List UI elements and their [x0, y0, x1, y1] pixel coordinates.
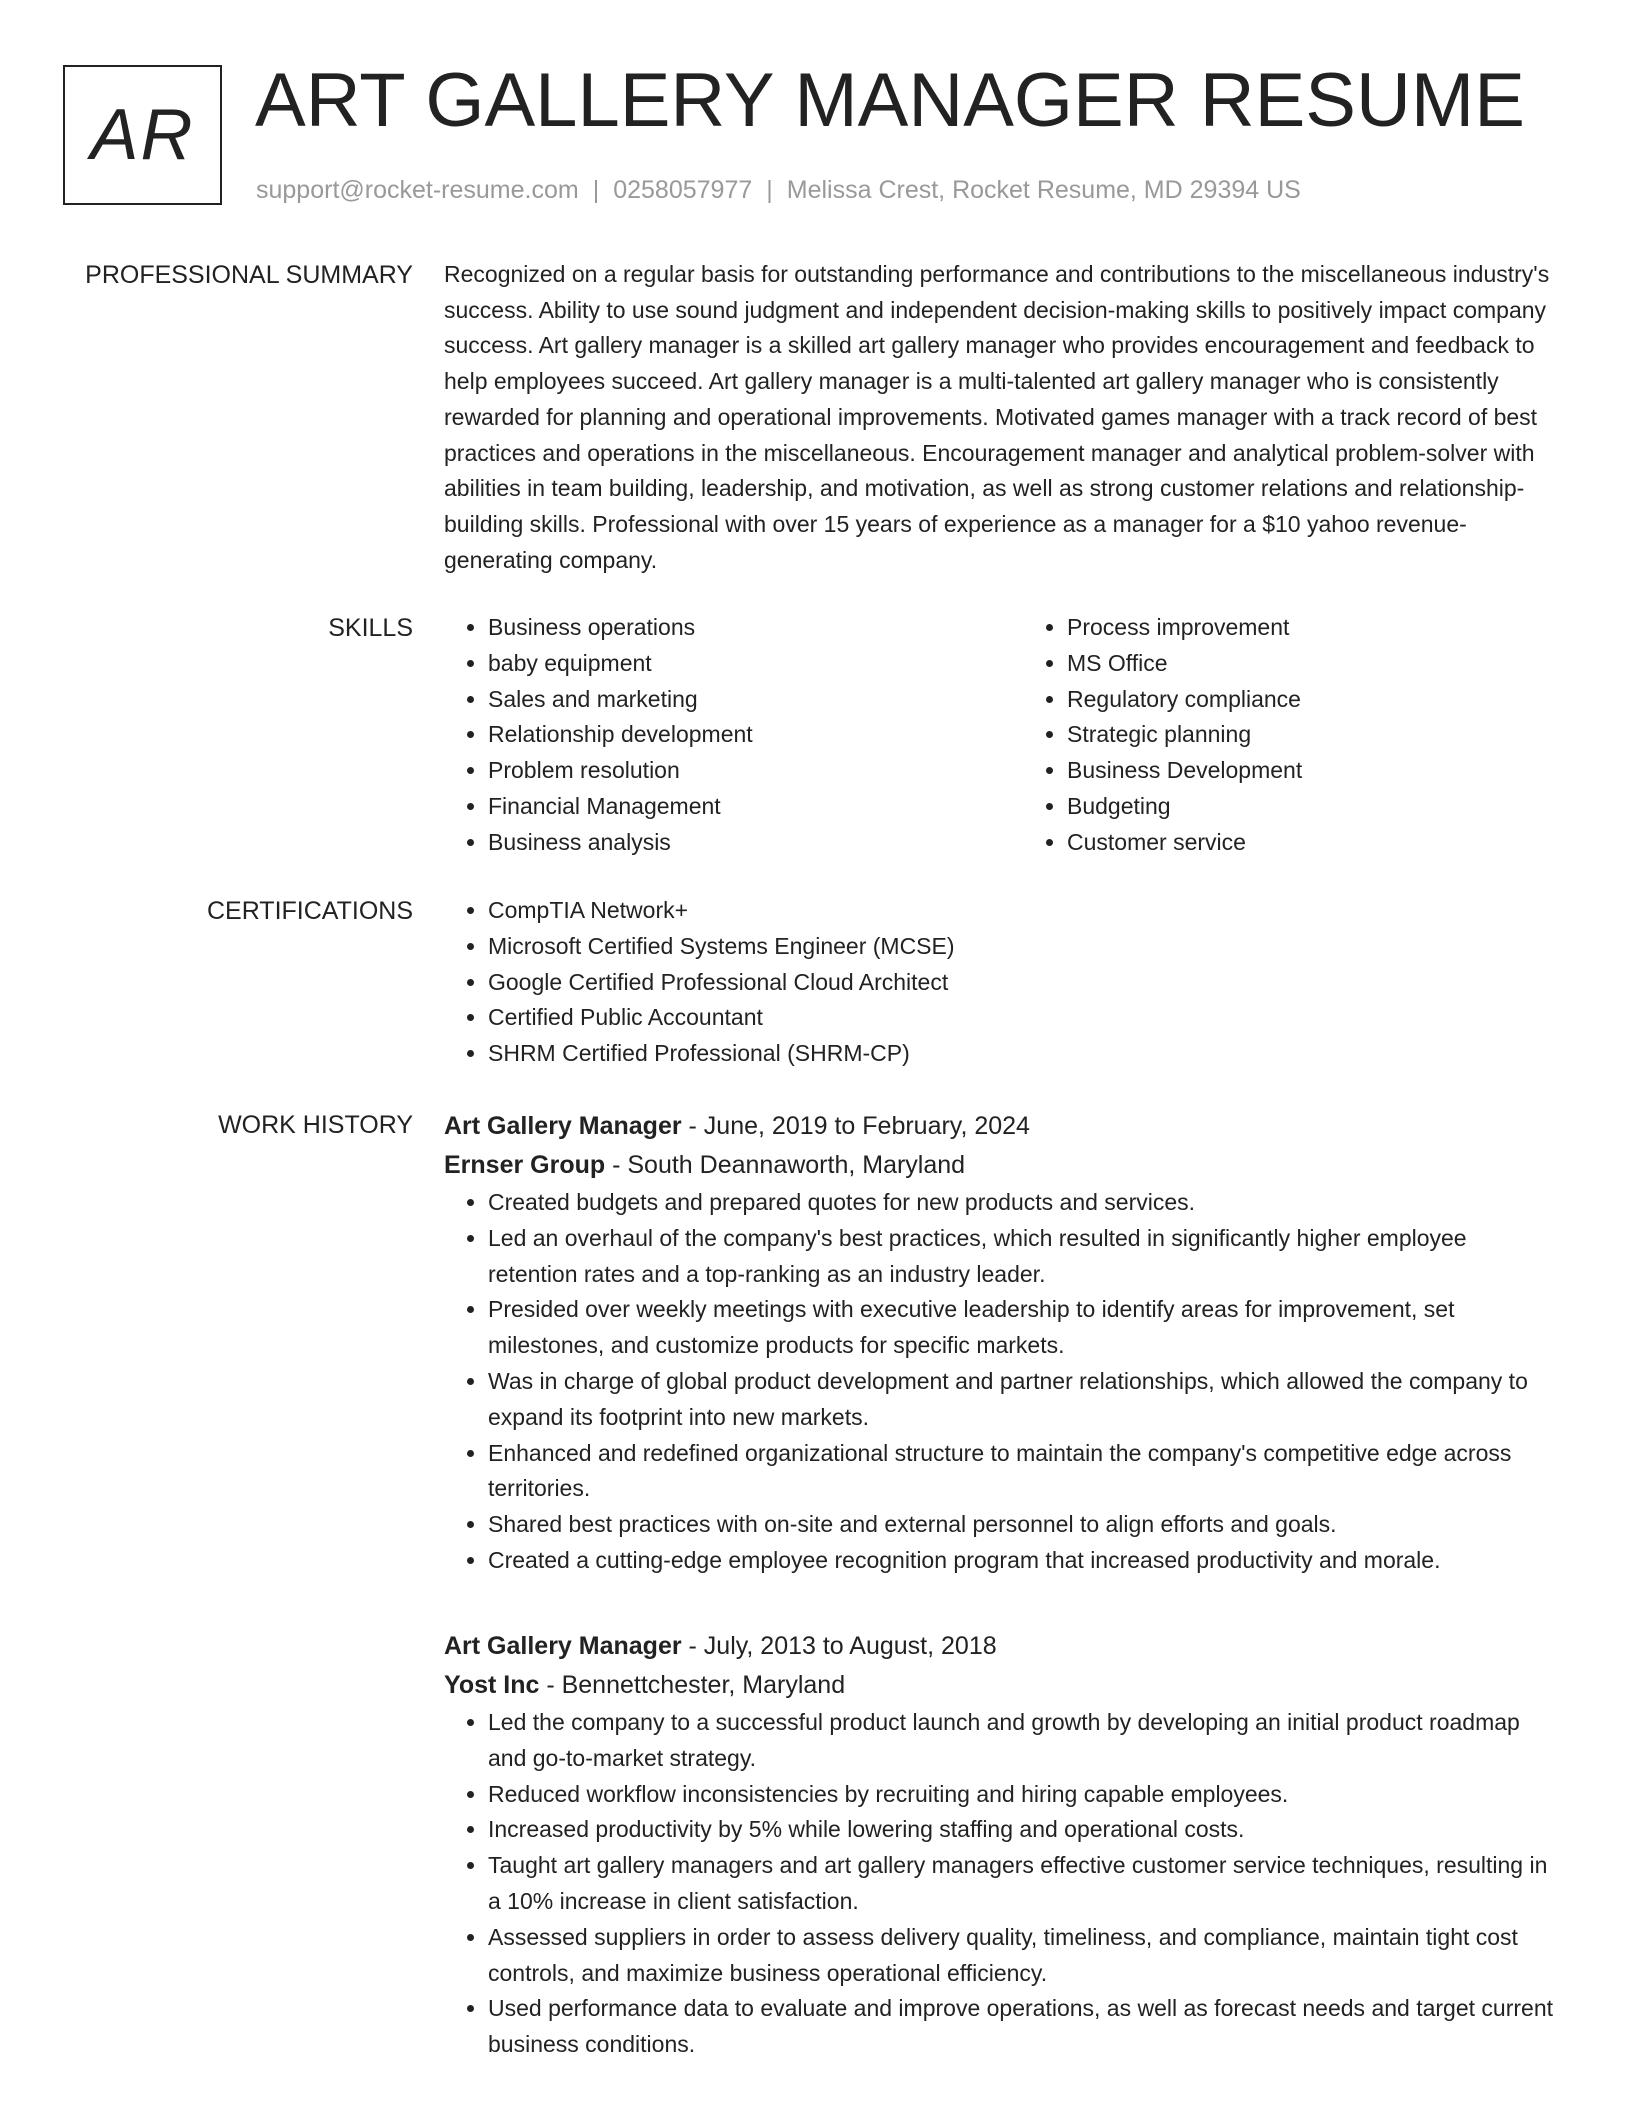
resume-title: ART GALLERY MANAGER RESUME [255, 58, 1525, 143]
skill-item: • Relationship development [488, 717, 980, 753]
job-duty: • Shared best practices with on-site and external personnel to align efforts and goals. [488, 1507, 1559, 1543]
certification-item: • SHRM Certified Professional (SHRM-CP) [488, 1036, 1559, 1072]
skill-item: • Financial Management [488, 789, 980, 825]
certifications-body [444, 893, 1559, 1072]
job-title: Art Gallery Manager [444, 1632, 682, 1660]
job-title-line [444, 1627, 1559, 1666]
skill-item: • Strategic planning [1067, 717, 1559, 753]
skill-item: • Customer service [1067, 825, 1559, 861]
job-location: - Bennettchester, Maryland [539, 1671, 846, 1699]
job-duty: • Created a cutting-edge employee recognition program that increased productivity and morale. [488, 1543, 1559, 1579]
job-duty: • Led an overhaul of the company's best practices, which resulted in significantly higher employee retention rates and a top-ranking as an industry leader. [488, 1221, 1559, 1293]
job-dates: - July, 2013 to August, 2018 [681, 1632, 997, 1660]
contact-separator: | [592, 176, 600, 204]
summary-text: Recognized on a regular basis for outstanding performance and contributions to the miscellaneous industry's success. Ability to use sound judgment and independent decision-making skills to positively impact company success. Art gallery manager is a skilled art gallery manager who provides encouragement and feedback to help employees succeed. Art gallery manager is a multi-talented art gallery manager who is consistently rewarded for planning and operational improvements. Motivated games manager with a track record of best practices and operations in the miscellaneous. Encouragement manager and analytical problem-solver with abilities in team building, leadership, and motivation, as well as strong customer relations and relationship-building skills. Professional with over 15 years of experience as a manager for a $10 yahoo revenue-generating company. [444, 261, 1550, 573]
job-dates: - June, 2019 to February, 2024 [681, 1112, 1030, 1140]
summary-heading: PROFESSIONAL SUMMARY [85, 261, 413, 289]
skills-heading: SKILLS [328, 614, 413, 642]
skills-list-right [1023, 610, 1559, 861]
job-duty: • Created budgets and prepared quotes for new products and services. [488, 1185, 1559, 1221]
job-duty: • Led the company to a successful product launch and growth by developing an initial product roadmap and go-to-market strategy. [488, 1705, 1559, 1777]
job-duties-list [444, 1705, 1559, 2063]
contact-line [256, 173, 1301, 207]
summary-body [444, 257, 1559, 578]
skill-item: • baby equipment [488, 646, 980, 682]
job-title-line [444, 1107, 1559, 1146]
job-company-line [444, 1666, 1559, 1705]
job-location: - South Deannaworth, Maryland [605, 1151, 966, 1179]
certifications-list [444, 893, 1559, 1072]
job-duty: • Increased productivity by 5% while lowering staffing and operational costs. [488, 1812, 1559, 1848]
skill-item: • Business operations [488, 610, 980, 646]
skills-columns [444, 610, 1559, 861]
skill-item: • Sales and marketing [488, 682, 980, 718]
contact-separator: | [766, 176, 773, 204]
contact-phone[interactable]: 0258057977 [613, 176, 753, 204]
job-entry [444, 1107, 1559, 1579]
skills-list-left [444, 610, 980, 861]
job-duties-list [444, 1185, 1559, 1579]
monogram-badge [63, 65, 222, 205]
job-duty: • Was in charge of global product development and partner relationships, which allowed the company to expand its footprint into new markets. [488, 1364, 1559, 1436]
job-duty: • Taught art gallery managers and art gallery managers effective customer service techniques, resulting in a 10% increase in client satisfaction. [488, 1848, 1559, 1920]
skill-item: • MS Office [1067, 646, 1559, 682]
job-company: Yost Inc [444, 1671, 540, 1699]
job-title: Art Gallery Manager [444, 1112, 682, 1140]
certifications-heading: CERTIFICATIONS [206, 897, 413, 925]
skill-item: • Regulatory compliance [1067, 682, 1559, 718]
contact-address: Melissa Crest, Rocket Resume, MD 29394 US [786, 176, 1301, 204]
skill-item: • Business Development [1067, 753, 1559, 789]
certification-item: • CompTIA Network+ [488, 893, 1559, 929]
certification-item: • Certified Public Accountant [488, 1000, 1559, 1036]
job-duty: • Presided over weekly meetings with executive leadership to identify areas for improvement, set milestones, and customize products for specific markets. [488, 1292, 1559, 1364]
skill-item: • Budgeting [1067, 789, 1559, 825]
skill-item: • Problem resolution [488, 753, 980, 789]
monogram-initials: AR [90, 95, 195, 175]
contact-email[interactable]: support@rocket-resume.com [256, 176, 579, 204]
job-company-line [444, 1146, 1559, 1185]
skill-item: • Process improvement [1067, 610, 1559, 646]
work-history-heading: WORK HISTORY [218, 1111, 413, 1139]
job-duty: • Reduced workflow inconsistencies by recruiting and hiring capable employees. [488, 1777, 1559, 1813]
skill-item: • Business analysis [488, 825, 980, 861]
job-duty: • Assessed suppliers in order to assess delivery quality, timeliness, and compliance, maintain tight cost controls, and maximize business operational efficiency. [488, 1920, 1559, 1992]
job-entry [444, 1627, 1559, 2063]
certification-item: • Google Certified Professional Cloud Architect [488, 965, 1559, 1001]
certification-item: • Microsoft Certified Systems Engineer (MCSE) [488, 929, 1559, 965]
job-company: Ernser Group [444, 1151, 606, 1179]
job-duty: • Used performance data to evaluate and improve operations, as well as forecast needs and target current business conditions. [488, 1991, 1559, 2063]
job-duty: • Enhanced and redefined organizational structure to maintain the company's competitive edge across territories. [488, 1436, 1559, 1508]
